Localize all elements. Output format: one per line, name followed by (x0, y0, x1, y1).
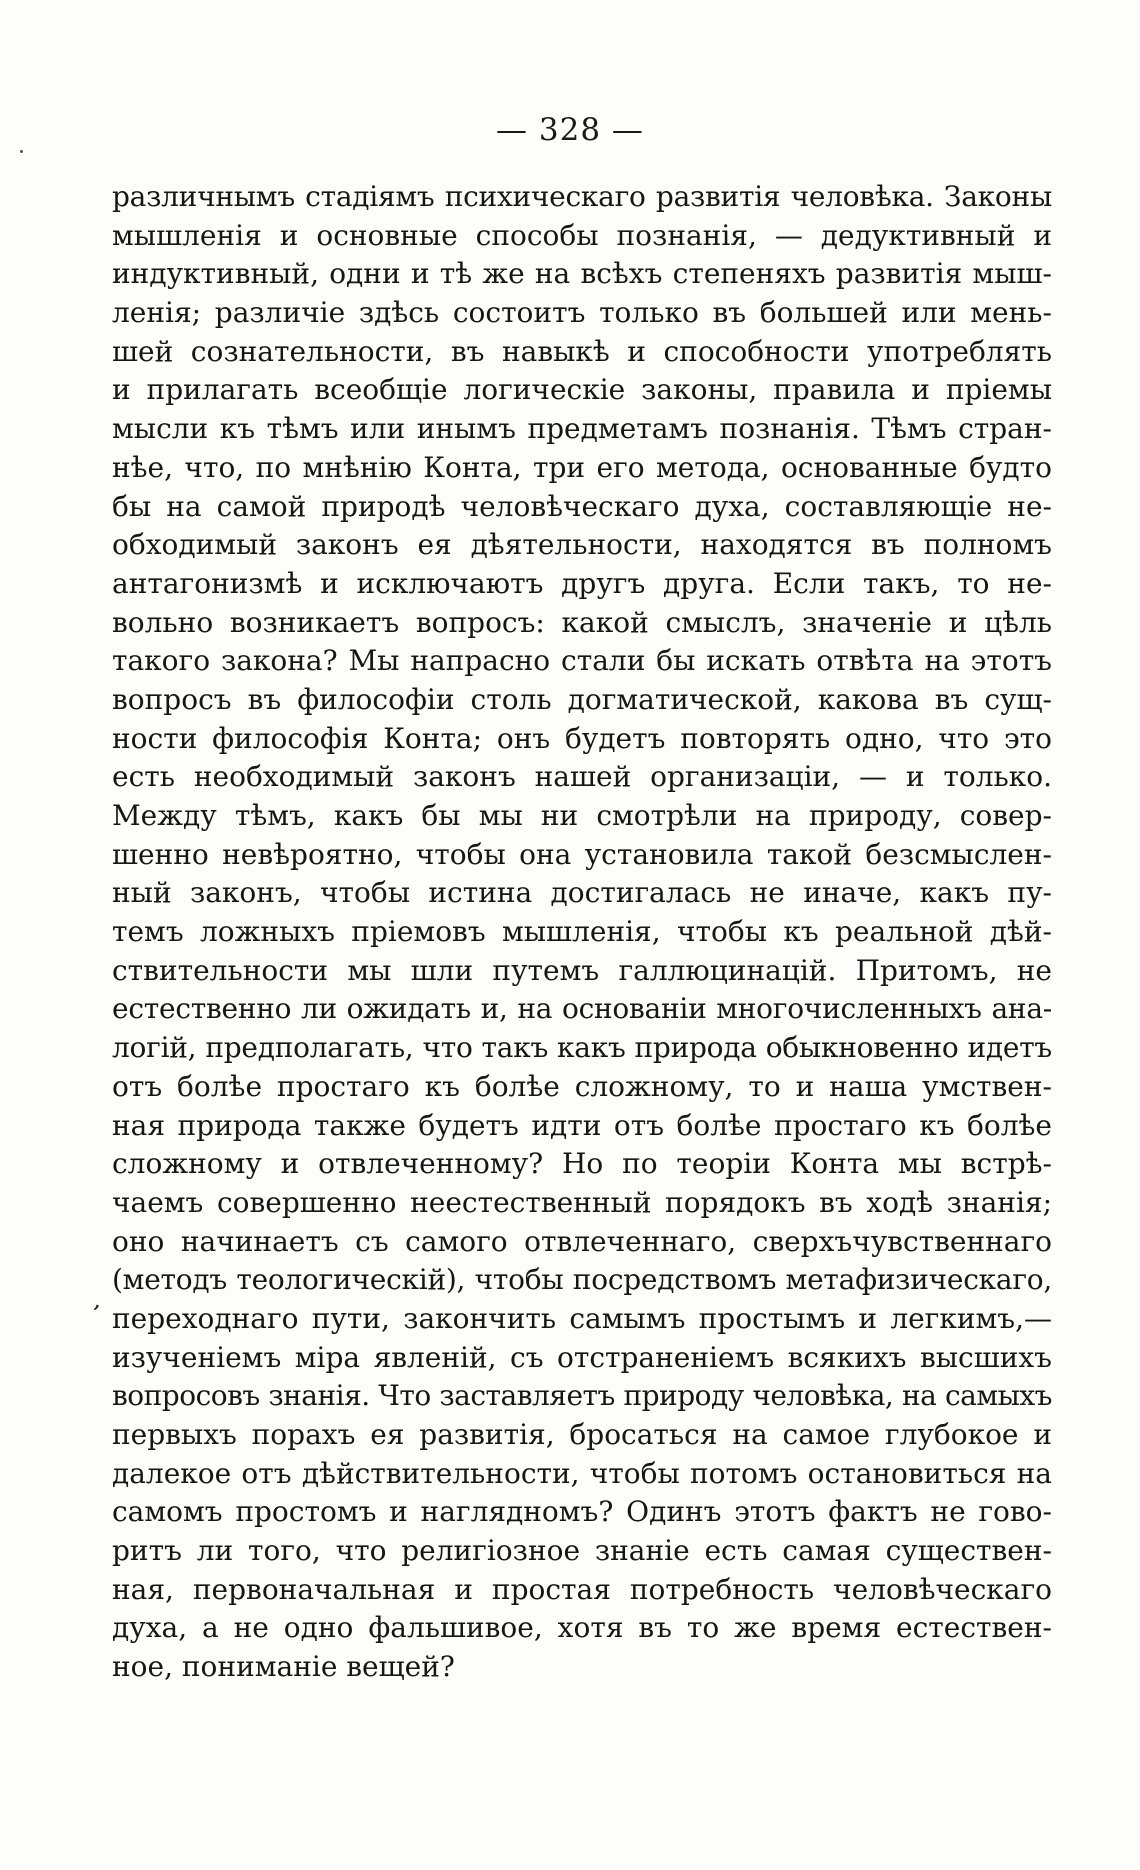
text-line: Между тѣмъ, какъ бы мы ни смотрѣли на природу, совер- (112, 799, 1052, 832)
text-line: индуктивный, одни и тѣ же на всѣхъ степеняхъ развитія мыш- (112, 257, 1052, 291)
text-line: есть необходимый законъ нашей организаціи, — и только. (112, 760, 1052, 794)
text-line: нѣе, что, по мнѣнію Конта, три его метода, основанные будто (112, 450, 1052, 484)
text-line: бы на самой природѣ человѣческаго духа, составляющіе не- (112, 489, 1052, 523)
text-line: духа, а не одно фальшивое, хотя въ то же время естествен- (112, 1611, 1052, 1645)
text-line: шенно невѣроятно, чтобы она установила такой безсмыслен- (112, 837, 1052, 871)
text-line: оно начинаетъ съ самого отвлеченнаго, сверхъчувственнаго (112, 1224, 1052, 1258)
text-line: первыхъ порахъ ея развитія, бросаться на самое глубокое и (112, 1418, 1052, 1451)
text-line: ствительности мы шли путемъ галлюцинацій. Притомъ, не (112, 953, 1052, 987)
text-line: естественно ли ожидать и, на основаніи многочисленныхъ ана- (112, 992, 1052, 1026)
text-line: чаемъ совершенно неестественный порядокъ въ ходѣ знанія; (112, 1185, 1052, 1219)
text-line: ная, первоначальная и простая потребность человѣческаго (112, 1572, 1052, 1606)
text-line: ный законъ, чтобы истина достигалась не иначе, какъ пу- (112, 876, 1052, 910)
scan-speck (20, 150, 23, 153)
margin-mark: ʼ (86, 1299, 102, 1329)
text-line: антагонизмѣ и исключаютъ другъ друга. Если такъ, то не- (112, 566, 1052, 600)
text-line: шей сознательности, въ навыкѣ и способности употреблять (112, 334, 1052, 368)
text-line: изученіемъ міра явленій, съ отстраненіемъ всякихъ высшихъ (112, 1340, 1052, 1374)
text-line: ритъ ли того, что религіозное знаніе есть самая существен- (112, 1534, 1052, 1568)
text-line: и прилагать всеобщіе логическіе законы, правила и пріемы (112, 373, 1052, 407)
text-line: сложному и отвлеченному? Но по теоріи Конта мы встрѣ- (112, 1147, 1052, 1181)
text-line: вопросъ въ философіи столь догматической, какова въ сущ- (112, 682, 1052, 716)
text-line: далекое отъ дѣйствительности, чтобы потомъ остановиться на (112, 1456, 1052, 1490)
body-text (112, 178, 1052, 1687)
text-line: переходнаго пути, закончить самымъ простымъ и легкимъ,— (112, 1301, 1052, 1335)
text-line: мышленія и основные способы познанія, — дедуктивный и (112, 218, 1052, 252)
text-line: ности философія Конта; онъ будетъ повторять одно, что это (112, 721, 1052, 755)
text-line: ленія; различіе здѣсь состоитъ только въ большей или мень- (112, 296, 1052, 330)
text-line: различнымъ стадіямъ психическаго развитія человѣка. Законы (112, 180, 1052, 213)
text-line: мысли къ тѣмъ или инымъ предметамъ познанія. Тѣмъ стран- (112, 412, 1052, 446)
text-line: ная природа также будетъ идти отъ болѣе простаго къ болѣе (112, 1108, 1052, 1142)
text-line: самомъ простомъ и наглядномъ? Одинъ этотъ фактъ не гово- (112, 1495, 1052, 1529)
page-number: — 328 — (496, 112, 644, 148)
text-line: вольно возникаетъ вопросъ: какой смыслъ, значеніе и цѣль (112, 605, 1052, 639)
text-line: такого закона? Мы напрасно стали бы искать отвѣта на этотъ (112, 644, 1052, 678)
text-line: обходимый законъ ея дѣятельности, находятся въ полномъ (112, 528, 1052, 562)
text-line: ное, пониманіе вещей? (112, 1650, 455, 1684)
text-line: отъ болѣе простаго къ болѣе сложному, то и наша умствен- (112, 1069, 1052, 1103)
text-line: вопросовъ знанія. Что заставляетъ природу человѣка, на самыхъ (112, 1379, 1052, 1413)
text-line: (методъ теологическій), чтобы посредствомъ метафизическаго, (112, 1263, 1052, 1297)
text-line: темъ ложныхъ пріемовъ мышленія, чтобы къ реальной дѣй- (112, 915, 1052, 949)
text-line: логій, предполагать, что такъ какъ природа обыкновенно идетъ (112, 1031, 1052, 1065)
